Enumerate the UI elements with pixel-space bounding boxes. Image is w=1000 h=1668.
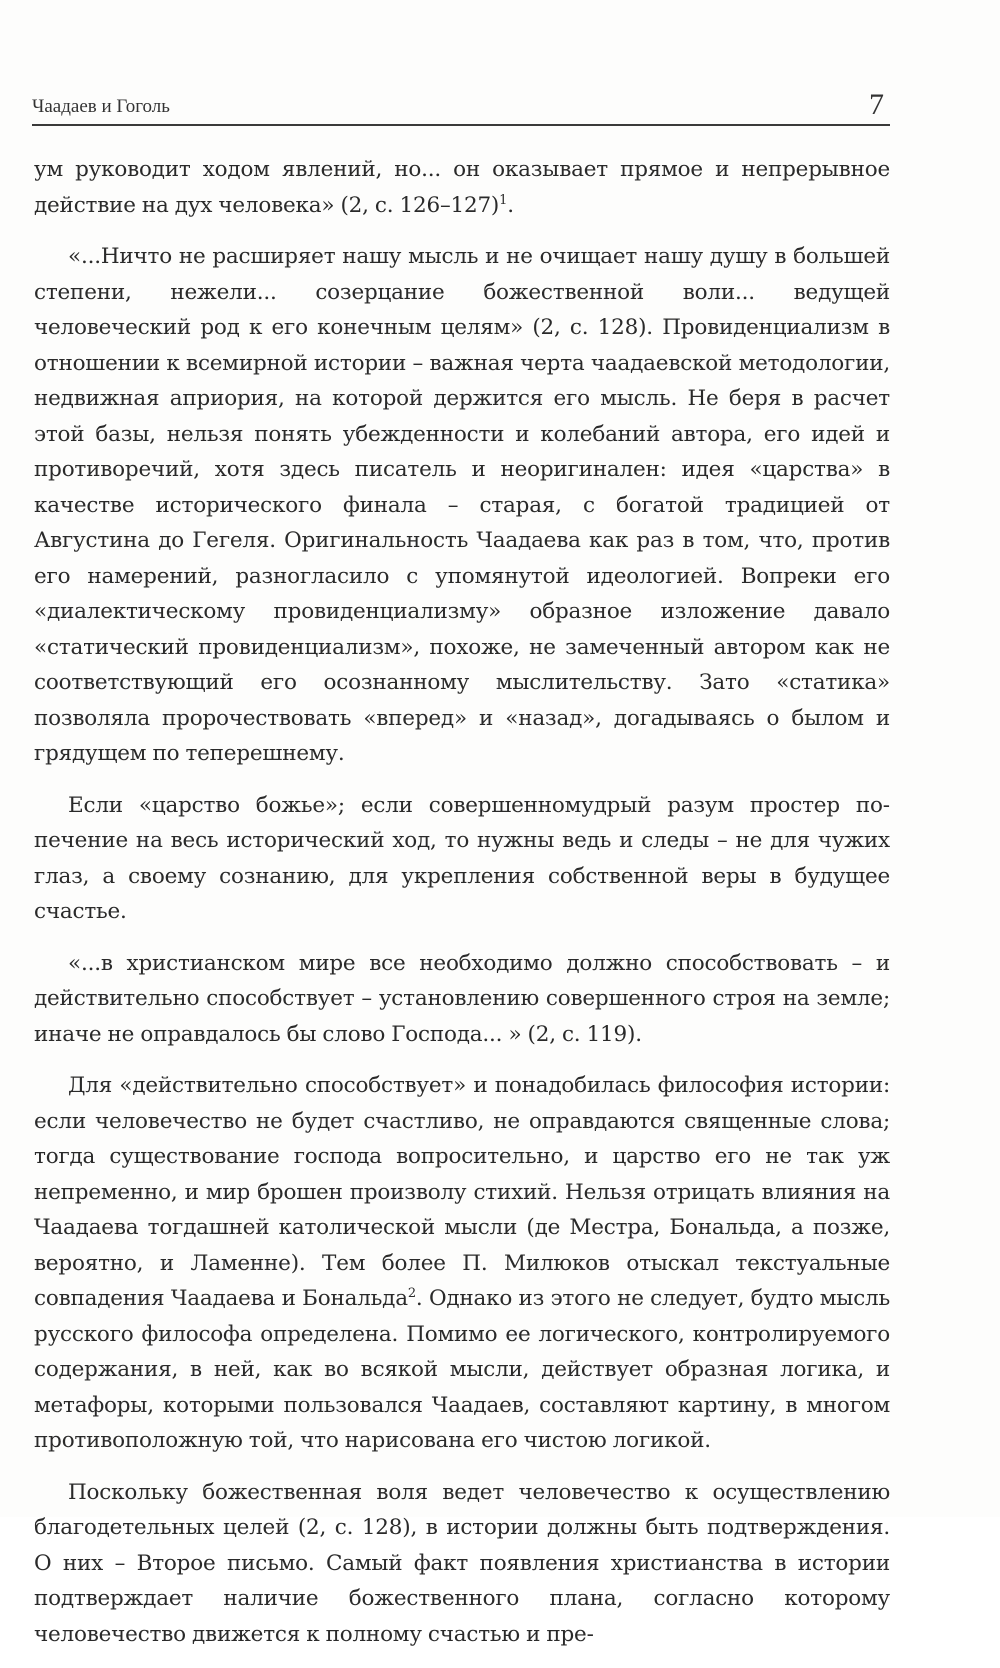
running-title: Чаадаев и Гоголь [32,96,170,117]
running-header [32,84,890,126]
footnote-marker: 1 [499,192,508,208]
paragraph [34,239,890,772]
page-number: 7 [869,88,884,121]
paragraph-text: Для «действительно способствует» и понадобилась философия истории: если человечество не будет счастливо, не оправдаются священные слова; тогда существование господа вопросительно, и царство его не так уж непременно, и мир брошен произволу стихий. Нельзя отрицать влияния на Чаадаева тогдашней католической мысли (де Местра, Бональда, а позже, вероятно, и Ламенне). Тем более П. Милюков отыскал текстуальные совпадения Чаадаева и Бональда [34,1073,890,1311]
paragraph-text: ум руководит ходом явлений, но... он оказывает прямое и непрерывное действие на дух человека» (2, с. 126–127) [34,157,890,218]
paragraph [34,946,890,1053]
paragraph-text: «...Ничто не расширяет нашу мысль и не очищает нашу душу в большей степени, нежели... созерцание божественной воли... ведущей человеческий род к его конечным целям» (2, с. 128). Провиденциализм в отношении к всемирной истории – важная черта чаадаевской методологии, недвижная априория, на которой держится его мысль. Не беря в расчет этой базы, нельзя понять убежденности и колебаний автора, его идей и противоречий, хотя здесь писатель и неоригинален: идея «царства» в качестве исторического финала – старая, с богатой традицией от Августина до Гегеля. Оригинальность Чаадаева как раз в том, что, против его намерений, разногласило с упомянутой идеологией. Вопреки его «диалектическому провиденциализму» образное изложение давало «статический провиденциализм», похоже, не замеченный автором как не соответствующий его осознанному мыслительству. Зато «статика» позволяла пророчествовать «вперед» и «назад», догадываясь о былом и грядущем по теперешнему. [34,244,890,766]
paragraph [34,788,890,930]
paragraph [34,1068,890,1459]
paragraph-text: Если «царство божье»; если совершенномудрый разум простер попечение на весь исторический ход, то нужны ведь и следы – не для чужих глаз, а своему сознанию, для укрепления собственной веры в будущее счастье. [34,792,890,924]
body-text [34,152,890,1668]
paragraph [34,152,890,223]
footnote-marker: 2 [407,1285,416,1301]
paragraph-text: . [507,192,514,218]
paragraph-text: Поскольку божественная воля ведет человечество к осуществлению благодетельных целей (2, с. 128), в истории должны быть подтверждения. О них – Второе письмо. Самый факт появления христианства в истории подтверждает наличие божественного плана, согласно которому человечество движется к полному счастью и пре- [34,1479,890,1647]
paragraph [34,1475,890,1653]
paragraph-text: «...в христианском мире все необходимо должно способствовать – и действительно способствует – установлению совершенного строя на земле; иначе не оправдалось бы слово Господа... » (2, с. 119). [34,950,890,1047]
paragraph-text: . Однако из этого не следует, будто мысль русского философа определена. Помимо ее логического, контролируемого содержания, в ней, как во всякой мысли, действует образная логика, и метафоры, которыми пользовался Чаадаев, составляют картину, в многом противоположную той, что нарисована его чистою логикой. [34,1286,890,1453]
